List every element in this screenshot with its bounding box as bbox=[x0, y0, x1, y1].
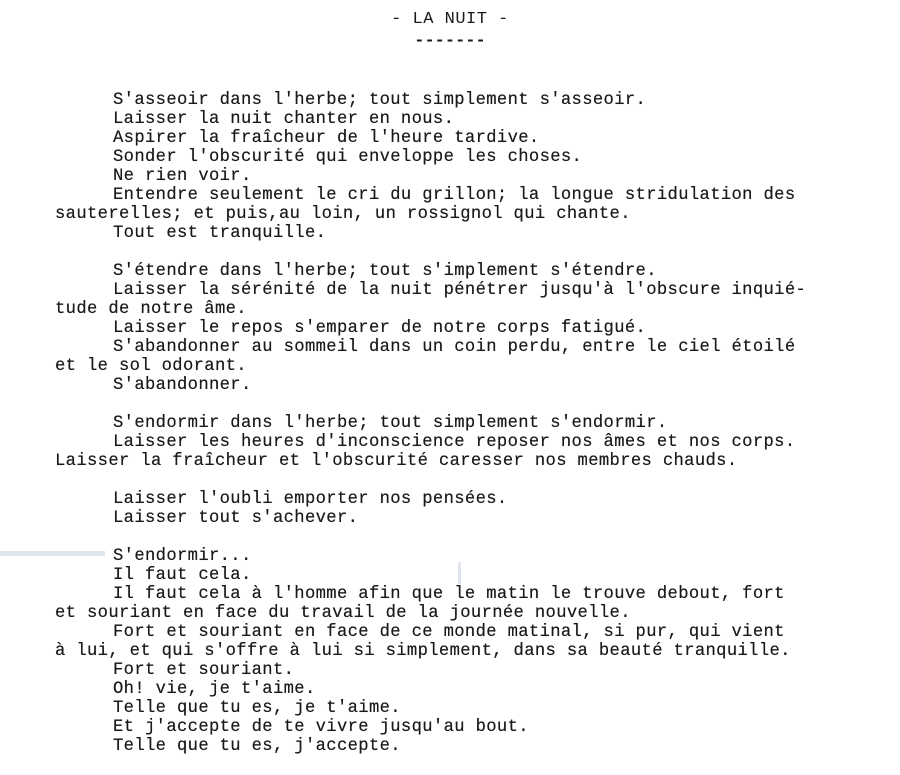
poem-line: Laisser l'oubli emporter nos pensées. bbox=[113, 490, 508, 509]
poem-line: S'étendre dans l'herbe; tout s'implement s'étendre. bbox=[113, 262, 657, 281]
poem-line: Fort et souriant. bbox=[113, 661, 295, 680]
poem-line: Et j'accepte de te vivre jusqu'au bout. bbox=[113, 718, 529, 737]
poem-title: - LA NUIT - bbox=[391, 10, 509, 29]
poem-line: Oh! vie, je t'aime. bbox=[113, 680, 316, 699]
poem-line: Laisser la nuit chanter en nous. bbox=[113, 110, 455, 129]
poem-line: Ne rien voir. bbox=[113, 167, 252, 186]
poem-line: S'asseoir dans l'herbe; tout simplement s'asseoir. bbox=[113, 91, 647, 110]
poem-line: à lui, et qui s'offre à lui si simplement, dans sa beauté tranquille. bbox=[55, 642, 791, 661]
poem-line: Laisser la fraîcheur et l'obscurité caresser nos membres chauds. bbox=[55, 452, 738, 471]
poem-line: S'abandonner. bbox=[113, 376, 252, 395]
poem-line: Il faut cela à l'homme afin que le matin le trouve debout, fort bbox=[113, 585, 785, 604]
poem-line: Il faut cela. bbox=[113, 566, 252, 585]
poem-line: Laisser la sérénité de la nuit pénétrer jusqu'à l'obscure inquié- bbox=[113, 281, 807, 300]
poem-line: Laisser le repos s'emparer de notre corps fatigué. bbox=[113, 319, 647, 338]
poem-line: sauterelles; et puis,au loin, un rossignol qui chante. bbox=[55, 205, 631, 224]
poem-line: S'abandonner au sommeil dans un coin perdu, entre le ciel étoilé bbox=[113, 338, 796, 357]
poem-line: S'endormir dans l'herbe; tout simplement s'endormir. bbox=[113, 414, 668, 433]
ink-smudge bbox=[458, 562, 461, 584]
poem-line: Telle que tu es, j'accepte. bbox=[113, 737, 401, 756]
poem-line: Laisser les heures d'inconscience reposer nos âmes et nos corps. bbox=[113, 433, 796, 452]
poem-line: S'endormir... bbox=[113, 547, 252, 566]
poem-line: Sonder l'obscurité qui enveloppe les choses. bbox=[113, 148, 583, 167]
poem-line: Fort et souriant en face de ce monde matinal, si pur, qui vient bbox=[113, 623, 785, 642]
title-underline: ------- bbox=[414, 32, 486, 51]
poem-line: et le sol odorant. bbox=[55, 357, 247, 376]
poem-line: tude de notre âme. bbox=[55, 300, 247, 319]
poem-line: Tout est tranquille. bbox=[113, 224, 327, 243]
poem-line: Entendre seulement le cri du grillon; la longue stridulation des bbox=[113, 186, 796, 205]
poem-line: Aspirer la fraîcheur de l'heure tardive. bbox=[113, 129, 540, 148]
poem-line: Laisser tout s'achever. bbox=[113, 509, 359, 528]
poem-line: et souriant en face du travail de la journée nouvelle. bbox=[55, 604, 631, 623]
poem-line: Telle que tu es, je t'aime. bbox=[113, 699, 401, 718]
ink-smudge bbox=[0, 551, 105, 556]
